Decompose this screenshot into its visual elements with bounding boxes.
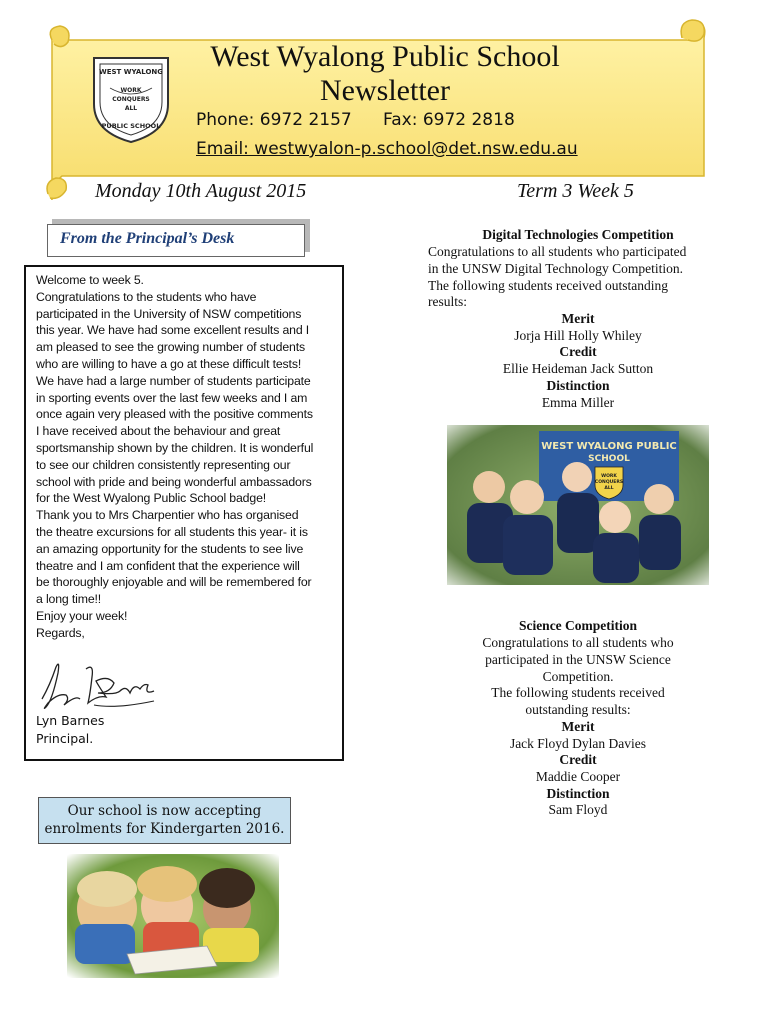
title-line-1: West Wyalong Public School: [210, 40, 560, 73]
principal-signature-image: [36, 655, 166, 715]
term-week: Term 3 Week 5: [517, 180, 634, 202]
science-distinction-names: Sam Floyd: [548, 802, 608, 817]
crest-top-text: WEST WYALONG: [98, 68, 164, 76]
crest-motto-3: ALL: [124, 105, 138, 112]
sign-text-1: WEST WYALONG PUBLIC: [541, 441, 677, 452]
digital-credit-label: Credit: [559, 344, 597, 359]
principal-role: Principal.: [36, 731, 94, 746]
digital-merit-label: Merit: [561, 311, 595, 326]
crest-bottom-text: PUBLIC SCHOOL: [101, 122, 161, 130]
enrolment-notice: [38, 802, 291, 838]
students-with-school-sign-photo: [447, 425, 709, 585]
science-merit-label: Merit: [561, 719, 595, 734]
science-credit-label: Credit: [559, 752, 597, 767]
science-credit-names: Maddie Cooper: [535, 769, 621, 784]
contact-phone: Phone: 6972 2157: [196, 110, 352, 130]
sign-badge-1: WORK: [601, 474, 617, 479]
crest-motto-2: CONQUERS: [112, 96, 150, 103]
contact-fax: Fax: 6972 2818: [383, 110, 515, 130]
school-crest-logo: [88, 52, 174, 144]
principal-name: Lyn Barnes: [36, 713, 105, 728]
digital-credit-names: Ellie Heideman Jack Sutton: [502, 361, 654, 376]
digital-heading: Digital Technologies Competition: [482, 227, 674, 242]
principal-letter-body: Welcome to week 5. Congratulations to the students who have participated in the University of NSW competitions this year. We have had some excellent results and I am pleased to see the growing number of students who are willing to have a go at these difficult tests! We have had a large number of students participate in sporting events over the last few weeks and I am once again very pleased with the positive comments I have received about the behaviour and great sportsmanship shown by the children. It is wonderful to see our children consistently representing our school with pride and being wonderful ambassadors for the West Wyalong Public School badge! Thank you to Mrs Charpentier who has organised the theatre excursions for all students this year- it is an amazing opportunity for the students to see live theatre and I am confident that the experience will be thoroughly enjoyable and will be remembered for a long time!! Enjoy your week! Regards,: [36, 273, 314, 640]
crest-motto-1: WORK: [120, 87, 142, 94]
enrolment-line-2: enrolments for Kindergarten 2016.: [44, 821, 285, 837]
sign-text-2: SCHOOL: [588, 454, 630, 464]
sign-badge-3: ALL: [604, 486, 614, 491]
science-merit-names: Jack Floyd Dylan Davies: [509, 736, 647, 751]
science-heading: Science Competition: [518, 618, 638, 633]
digital-intro: Congratulations to all students who participated in the UNSW Digital Technology Competition. The following students received outstanding results:: [428, 244, 687, 310]
title-line-2: Newsletter: [320, 74, 450, 107]
digital-distinction-label: Distinction: [546, 378, 610, 393]
newsletter-title: [190, 40, 580, 108]
digital-distinction-names: Emma Miller: [541, 395, 615, 410]
sign-badge-2: CONQUERS: [594, 480, 624, 485]
children-reading-photo: [67, 854, 279, 978]
digital-merit-names: Jorja Hill Holly Whiley: [514, 328, 642, 343]
issue-date: Monday 10th August 2015: [95, 180, 307, 202]
science-distinction-label: Distinction: [546, 786, 610, 801]
principal-heading: From the Principal’s Desk: [60, 230, 235, 247]
science-intro: Congratulations to all students who participated in the UNSW Science Competition. The following students received outstanding results:: [482, 635, 674, 718]
contact-email-link[interactable]: Email: westwyalon-p.school@det.nsw.edu.au: [196, 139, 578, 159]
enrolment-line-1: Our school is now accepting: [67, 803, 262, 819]
